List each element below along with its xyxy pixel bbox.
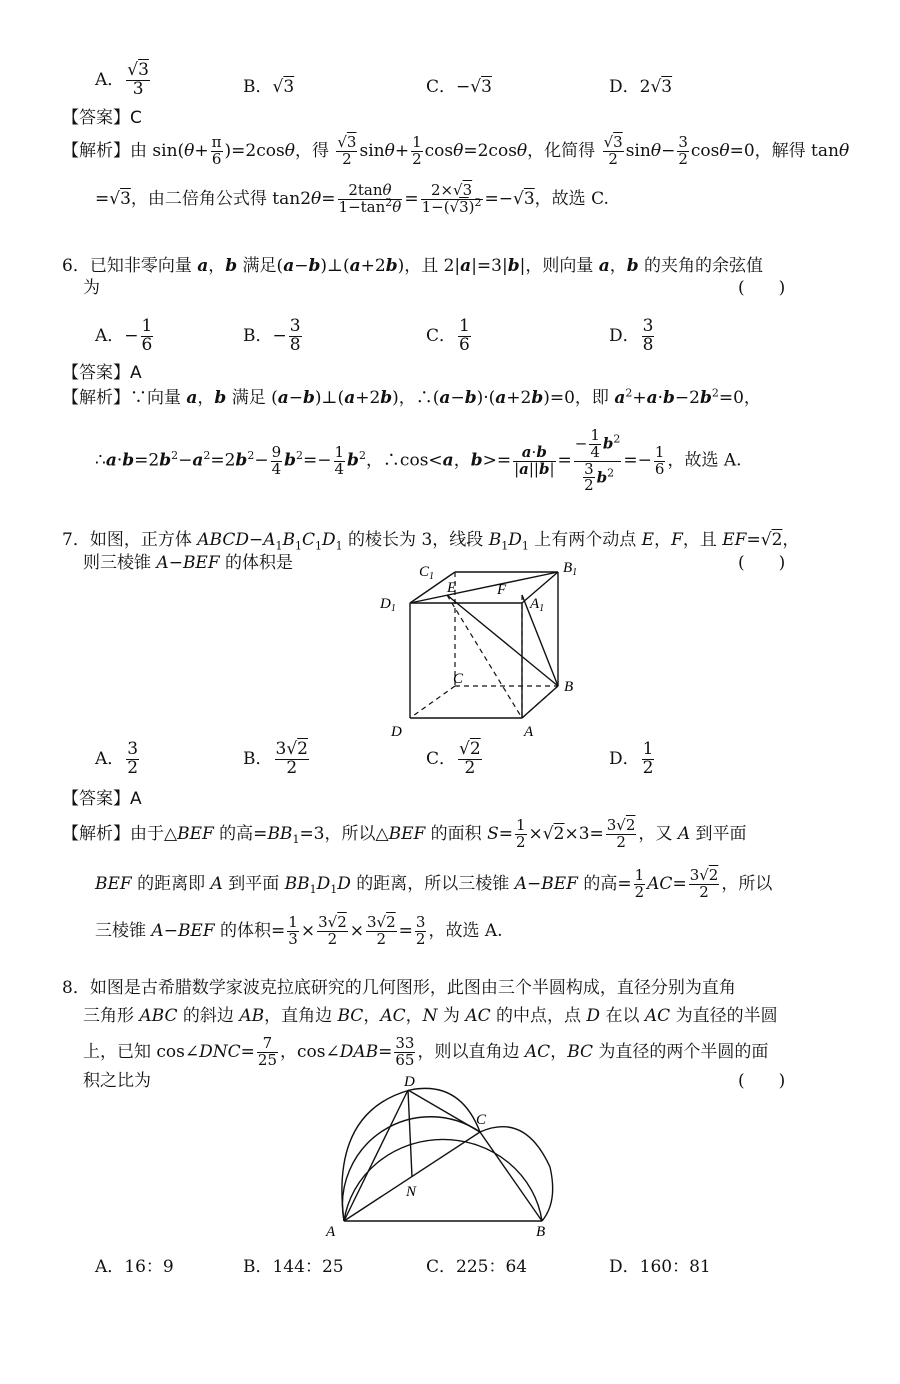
q6-stem-line1: 6．已知非零向量 a，b 满足(a−b)⊥(a+2b)，且 2|a|=3|b|，则向量 a，b 的夹角的余弦值 <box>62 256 764 276</box>
q8-option-c: C．225：64 <box>426 1257 528 1277</box>
q5-analysis-line2: =√3，由二倍角公式得 tan2θ= $\frac{2\tan\theta}{1-\tan^2\theta}$ = $\frac{2\times√3}{1-(√3)^2}$ =−√3，故选 C. <box>95 181 609 216</box>
q6-answer-paren: ( ) <box>738 278 786 298</box>
q6-answer: 【答案】A <box>62 363 142 383</box>
q6-option-d: D． $\frac{3}{8}$ <box>609 316 654 355</box>
label-d: D <box>404 1074 415 1090</box>
label-a: A <box>326 1224 336 1240</box>
label-a: A <box>524 724 534 740</box>
q7-cube-figure <box>375 558 595 743</box>
q5-analysis-line1: 【解析】由 sin(θ+ $\frac{\pi}{6}$ )=2cosθ，得 $\frac{√3}{2}$ sinθ+ $\frac{1}{2}$ cosθ=2cosθ，化简得 $\frac{√3}{2}$ sinθ− $\frac{3}{2}$ cosθ=0，解得 tanθ <box>62 133 850 168</box>
label-c: C <box>476 1112 487 1128</box>
label-b: B <box>536 1224 546 1240</box>
q6-stem-line2: 为 <box>83 278 100 298</box>
q8-stem-line2: 三角形 ABC 的斜边 AB，直角边 BC，AC，N 为 AC 的中点，点 D 在以 AC 为直径的半圆 <box>83 1006 778 1026</box>
q8-answer-paren: ( ) <box>738 1071 786 1091</box>
q7-answer: 【答案】A <box>62 789 142 809</box>
label-c: C <box>453 671 464 687</box>
q7-answer-paren: ( ) <box>738 553 786 573</box>
label-f: F <box>497 582 507 598</box>
label-b: B <box>564 679 574 695</box>
q6-analysis-line1: 【解析】∵向量 a，b 满足 (a−b)⊥(a+2b)，∴(a−b)·(a+2b)=0，即 $a^2+a\cdot b-2b^2=0$， <box>62 386 761 408</box>
q7-option-a: A． $\frac{3}{2}$ <box>95 739 139 778</box>
q6-option-c: C． $\frac{1}{6}$ <box>426 316 470 355</box>
q7-option-d: D． $\frac{1}{2}$ <box>609 739 654 778</box>
q6-option-a: A．− $\frac{1}{6}$ <box>95 316 153 355</box>
q6-option-b: B．− $\frac{3}{8}$ <box>243 316 301 355</box>
q7-stem-line1: 7．如图，正方体 $ABCD-A_1B_1C_1D_1$ 的棱长为 3，线段 $B_1D_1$ 上有两个动点 E，F，且 EF=√2， <box>62 530 800 553</box>
q5-answer: 【答案】C <box>62 108 142 128</box>
q5-option-d: D．2√3 <box>609 77 673 97</box>
q8-option-d: D．160：81 <box>609 1257 711 1277</box>
q5-option-c: C．−√3 <box>426 77 492 97</box>
q7-option-b: B． $\frac{3√2}{2}$ <box>243 739 308 778</box>
q8-option-a: A．16：9 <box>95 1257 174 1277</box>
label-c1: $C_1$ <box>419 564 435 582</box>
q8-stem-line1: 8．如图是古希腊数学家波克拉底研究的几何图形，此图由三个半圆构成，直径分别为直角 <box>62 978 736 998</box>
q7-option-c: C． $\frac{√2}{2}$ <box>426 739 481 778</box>
label-d: D <box>391 724 402 740</box>
q8-stem-line4: 积之比为 <box>83 1071 151 1091</box>
q7-analysis-line1: 【解析】由于△BEF 的高$=BB_1=3$，所以△BEF 的面积 S= $\frac{1}{2}$ ×√2×3= $\frac{3√2}{2}$ ，又 A 到平面 <box>62 816 747 851</box>
q7-stem-line2: 则三棱锥 A−BEF 的体积是 <box>83 553 294 573</box>
q5-option-a: A． $\frac{√3}{3}$ <box>95 60 149 99</box>
q8-semicircle-figure <box>320 1072 580 1242</box>
q7-analysis-line3: 三棱锥 A−BEF 的体积= $\frac{1}{3}$ × $\frac{3√2}{2}$ × $\frac{3√2}{2}$ = $\frac{3}{2}$ ，故选 A. <box>95 913 503 948</box>
q6-analysis-line2: $\therefore a\cdot b=2b^2-a^2=2b^2-$ $\frac{9}{4}$ $b^2=-$ $\frac{1}{4}$ $b^2$，∴cos<a，b>= $\frac{a\cdot b}{|a||b|}$ = − $\frac{1}{4}$ $b^2$ $\frac{3}{2}$ $b^2$ =− $\frac{1}{6}$ ，故选 A. <box>95 426 742 495</box>
q8-stem-line3: 上，已知 cos∠DNC= $\frac{7}{25}$ ，cos∠DAB= $\frac{33}{65}$ ，则以直角边 AC，BC 为直径的两个半圆的面 <box>83 1034 769 1069</box>
label-e: E <box>447 580 457 596</box>
label-b1: $B_1$ <box>563 560 578 578</box>
label-d1: $D_1$ <box>380 596 396 614</box>
q7-analysis-line2: BEF 的距离即 A 到平面 $BB_1D_1D$ 的距离，所以三棱锥 A−BEF 的高= $\frac{1}{2}$ AC= $\frac{3√2}{2}$ ，所以 <box>95 866 773 901</box>
label-a1: $A_1$ <box>530 596 545 614</box>
q8-option-b: B．144：25 <box>243 1257 344 1277</box>
label-n: N <box>406 1184 417 1200</box>
q5-option-b: B．√3 <box>243 77 295 97</box>
